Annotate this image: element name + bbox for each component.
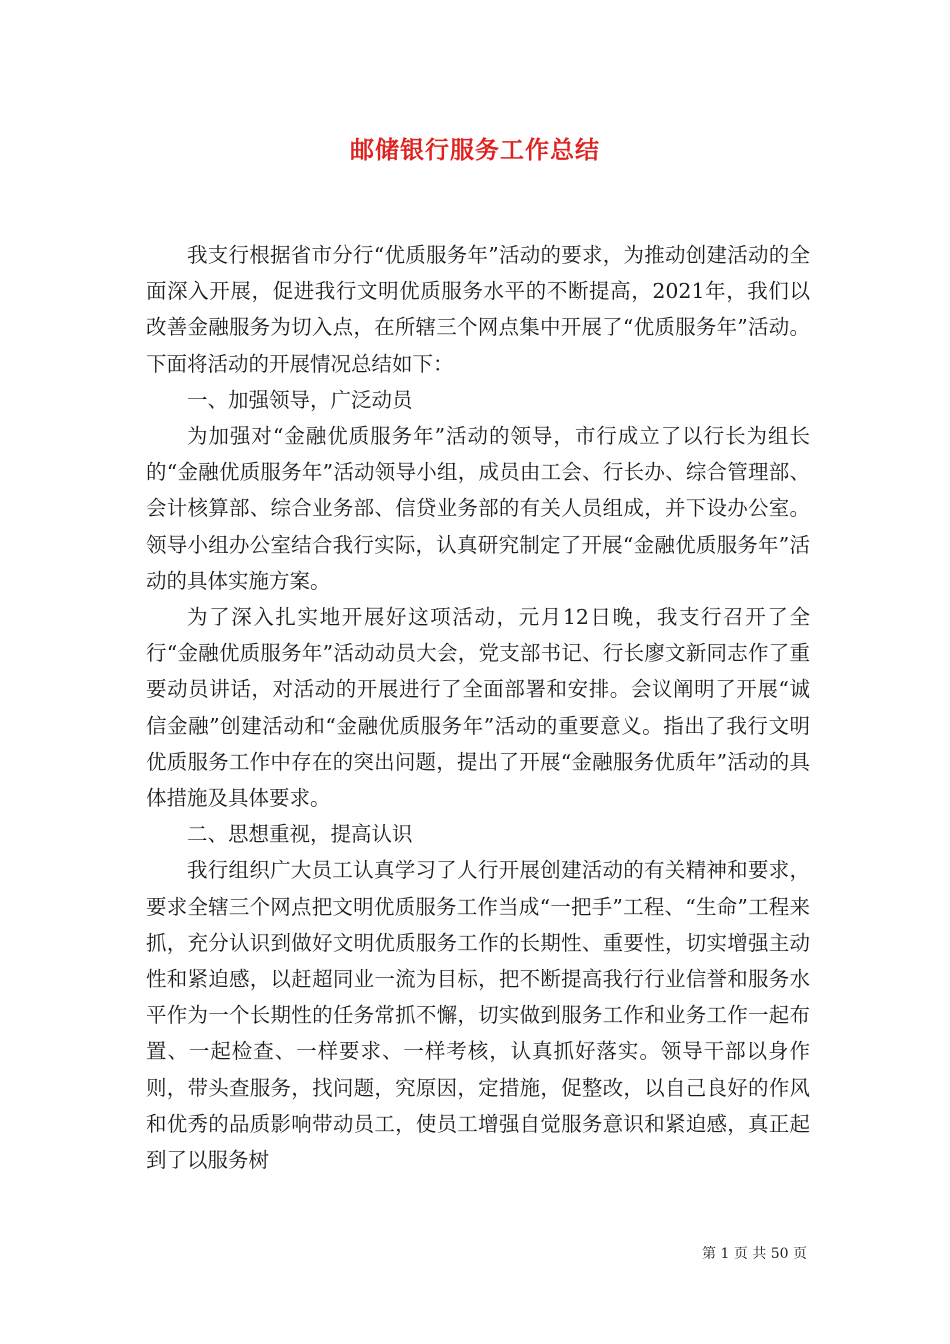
- section-heading-2: 二、思想重视，提高认识: [187, 822, 413, 847]
- paragraph-leadership: 为加强对“金融优质服务年”活动的领导，市行成立了以行长为组长的“金融优质服务年”活动领导小组，成员由工会、行长办、综合管理部、会计核算部、综合业务部、信贷业务部的有关人员组成，并下设办公室。领导小组办公室结合我行实际，认真研究制定了开展“金融优质服务年”活动的具体实施方案。: [146, 424, 810, 593]
- section-heading-1: 一、加强领导，广泛动员: [187, 387, 413, 412]
- paragraph-awareness: 我行组织广大员工认真学习了人行开展创建活动的有关精神和要求，要求全辖三个网点把文明优质服务工作当成“一把手”工程、“生命”工程来抓，充分认识到做好文明优质服务工作的长期性、重要性，切实增强主动性和紧迫感，以赶超同业一流为目标，把不断提高我行行业信誉和服务水平作为一个长期性的任务常抓不懈，切实做到服务工作和业务工作一起布置、一起检查、一样要求、一样考核，认真抓好落实。领导干部以身作则，带头查服务，找问题，究原因，定措施，促整改，以自己良好的作风和优秀的品质影响带动员工，使员工增强自觉服务意识和紧迫感，真正起到了以服务树: [146, 858, 810, 1173]
- paragraph-mobilization: 为了深入扎实地开展好这项活动，元月12日晚，我支行召开了全行“金融优质服务年”活动动员大会，党支部书记、行长廖文新同志作了重要动员讲话，对活动的开展进行了全面部署和安排。会议阐明了开展“诚信金融”创建活动和“金融优质服务年”活动的重要意义。指出了我行文明优质服务工作中存在的突出问题，提出了开展“金融服务优质年”活动的具体措施及具体要求。: [146, 605, 810, 811]
- document-body: [146, 237, 810, 1178]
- paragraph-intro: 我支行根据省市分行“优质服务年”活动的要求，为推动创建活动的全面深入开展，促进我行文明优质服务水平的不断提高，2021年，我们以改善金融服务为切入点，在所辖三个网点集中开展了“优质服务年”活动。下面将活动的开展情况总结如下：: [146, 243, 810, 376]
- page-number: 第 1 页 共 50 页: [702, 1246, 807, 1262]
- document-title: 邮储银行服务工作总结: [350, 135, 600, 164]
